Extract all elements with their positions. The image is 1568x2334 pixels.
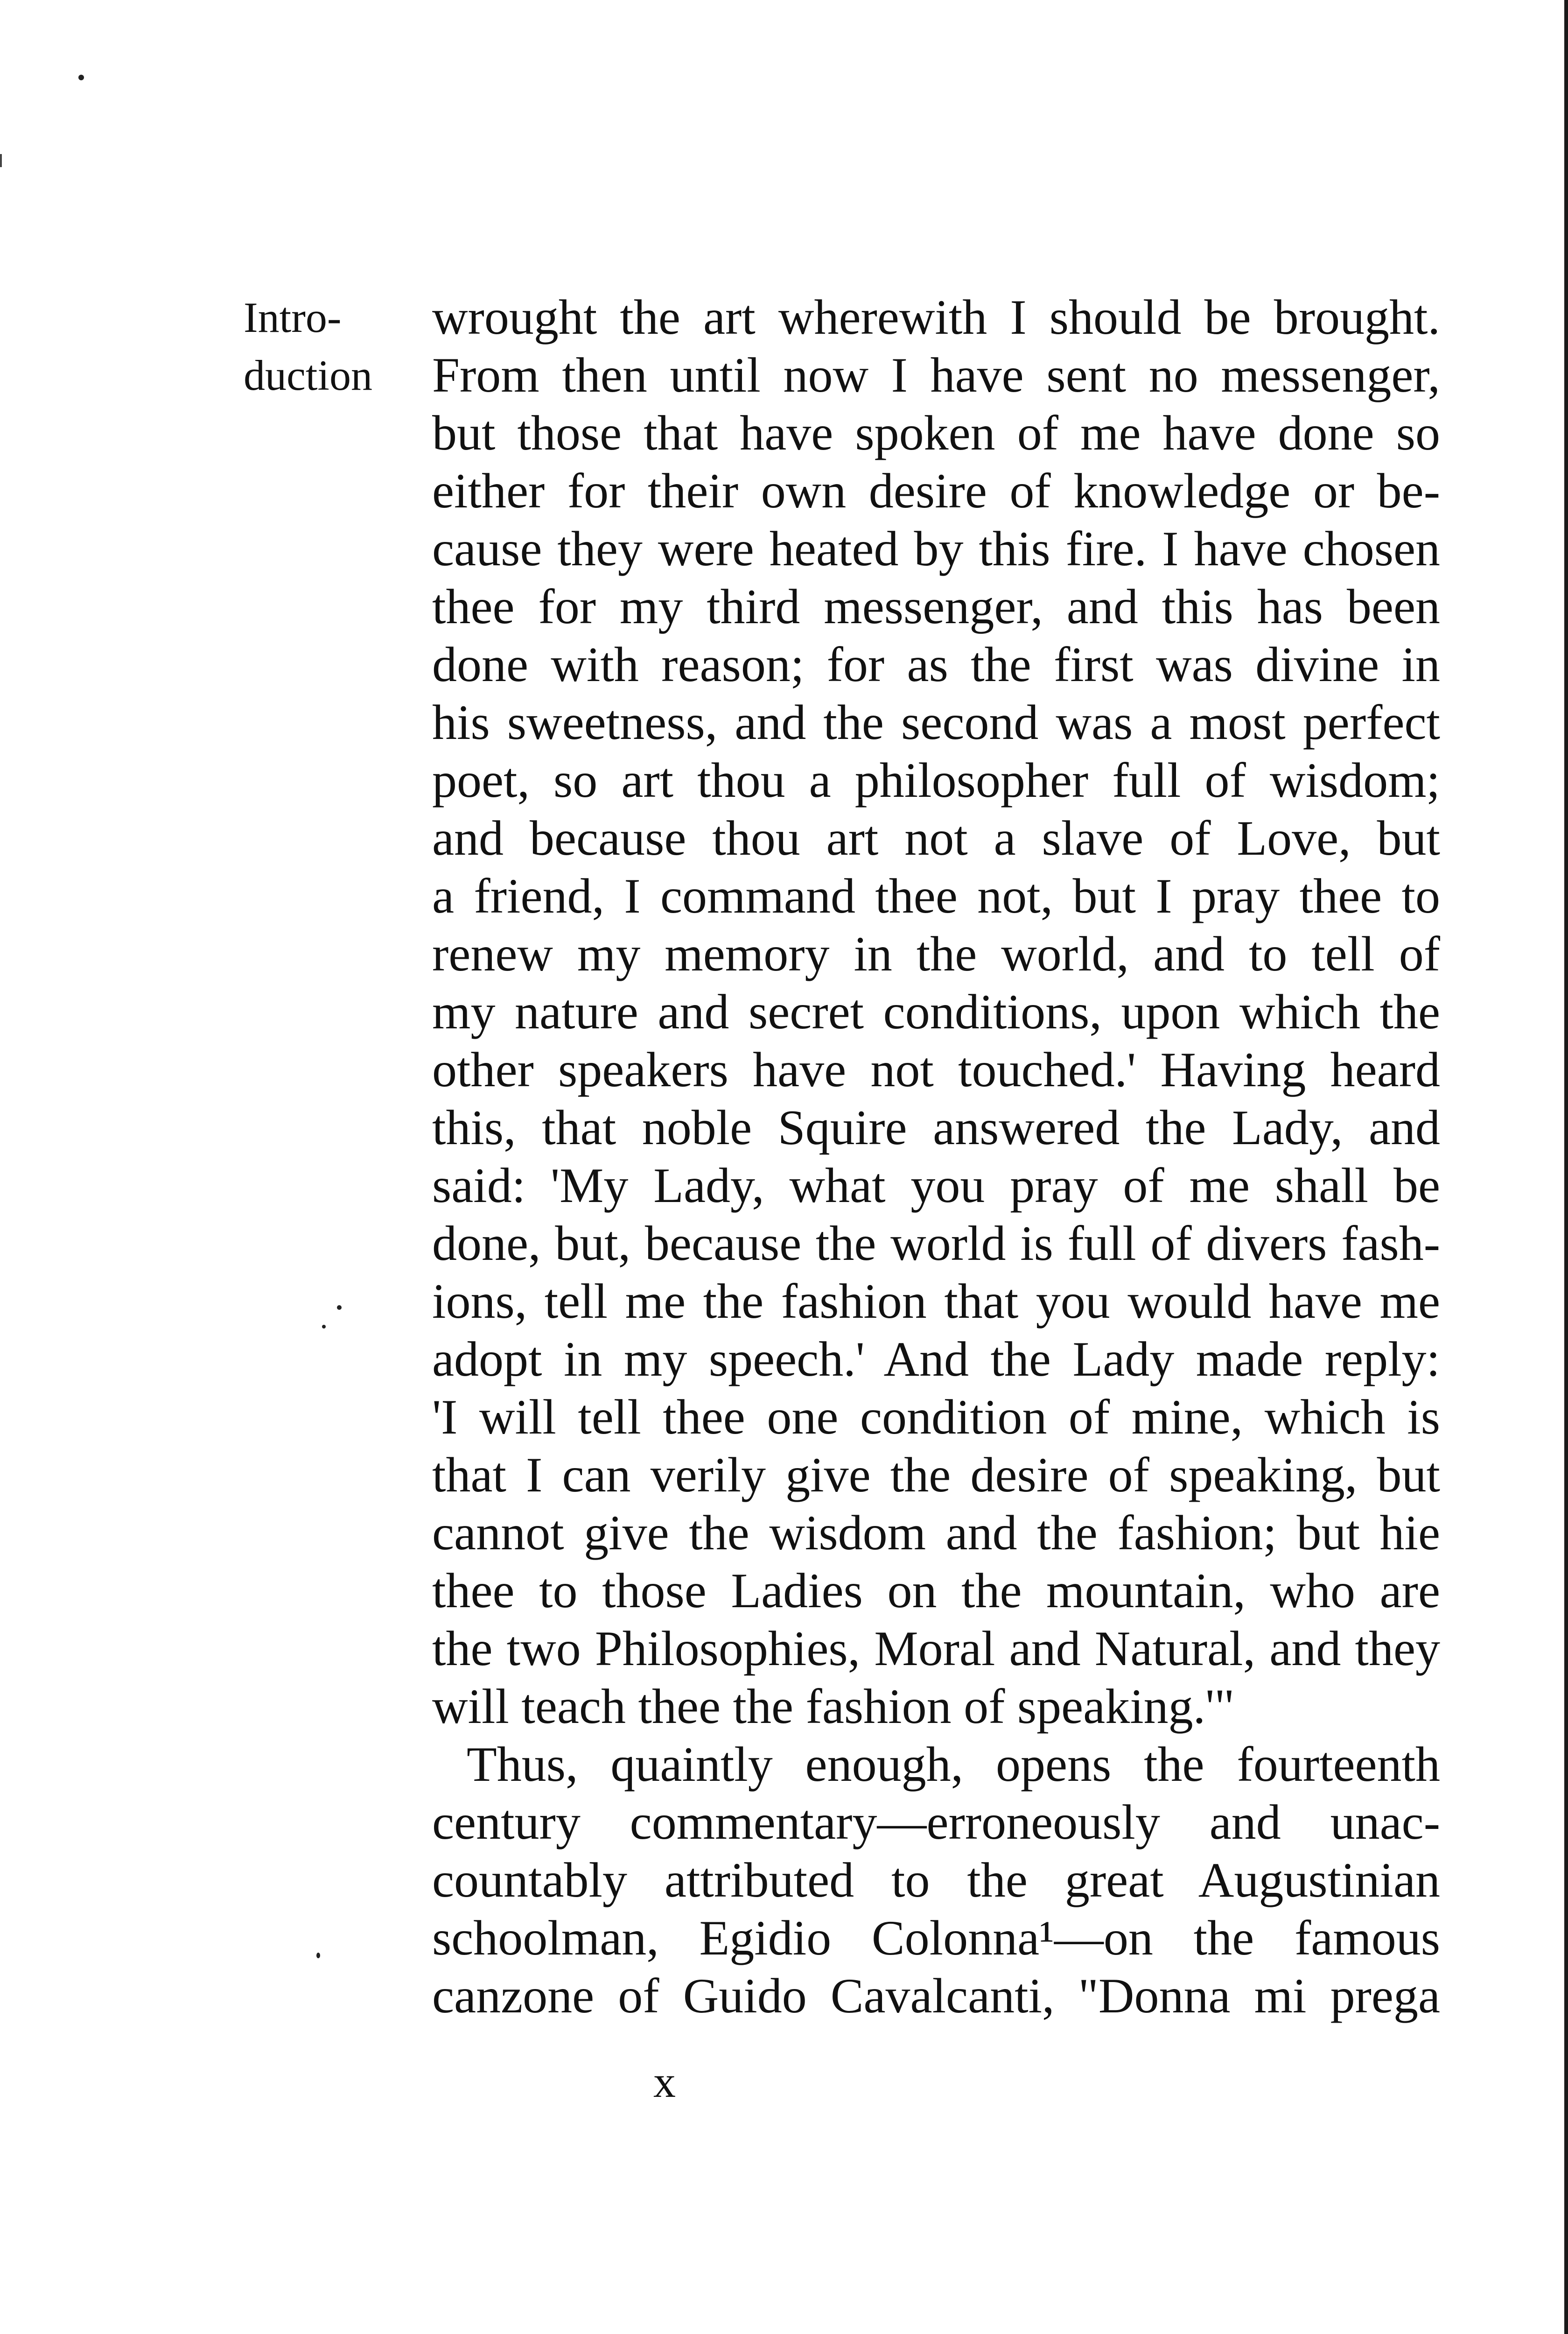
text-line: but those that have spoken of me have done so [432,406,1440,460]
page-edge-shadow [1564,0,1568,2334]
text-line: his sweetness, and the second was a most perfect [432,695,1440,750]
text-line: thee for my third messenger, and this has been [432,579,1440,634]
text-line: From then until now I have sent no messenger, [432,348,1440,402]
scan-edge-mark [0,154,2,167]
text-line: thee to those Ladies on the mountain, who are [432,1563,1440,1618]
body-text [432,288,1440,2025]
text-line: will teach thee the fashion of speaking.'" [432,1679,1235,1734]
text-line: cannot give the wisdom and the fashion; but hie [432,1505,1440,1560]
text-line: my nature and secret conditions, upon which the [432,984,1440,1039]
margin-heading-line: duction [244,352,372,399]
scan-speck [78,75,84,80]
text-line: a friend, I command thee not, but I pray thee to [432,869,1440,923]
text-line: the two Philosophies, Moral and Natural, and they [432,1621,1440,1676]
text-line: countably attributed to the great Augustinian [432,1853,1440,1907]
text-line: ions, tell me the fashion that you would have me [432,1274,1440,1329]
text-line: other speakers have not touched.' Having heard [432,1042,1440,1097]
text-line: adopt in my speech.' And the Lady made reply: [432,1332,1440,1386]
text-line: canzone of Guido Cavalcanti, "Donna mi prega [432,1968,1440,2023]
text-line: schoolman, Egidio Colonna¹—on the famous [432,1911,1440,1965]
text-line: this, that noble Squire answered the Lady, and [432,1100,1440,1155]
scan-speck [316,1953,320,1958]
scan-speck [322,1325,326,1329]
scan-speck [337,1305,342,1310]
text-line: either for their own desire of knowledge or be- [432,464,1440,518]
text-line: said: 'My Lady, what you pray of me shall be [432,1158,1440,1213]
text-line: cause they were heated by this fire. I have chosen [432,521,1440,576]
text-line: century commentary—erroneously and unac- [432,1795,1440,1849]
text-line: Thus, quaintly enough, opens the fourteenth [467,1737,1440,1792]
margin-heading [244,288,412,404]
text-line: wrought the art wherewith I should be brought. [432,290,1440,344]
text-line: poet, so art thou a philosopher full of wisdom; [432,753,1440,808]
text-line: 'I will tell thee one condition of mine, which is [432,1390,1440,1444]
text-line: that I can verily give the desire of speaking, but [432,1448,1440,1502]
page-number: x [653,2057,676,2107]
margin-heading-line: Intro- [244,294,342,341]
text-line: and because thou art not a slave of Love, but [432,811,1440,865]
text-line: done with reason; for as the first was divine in [432,637,1440,692]
text-line: done, but, because the world is full of divers fash- [432,1216,1440,1271]
text-line: renew my memory in the world, and to tell of [432,927,1440,981]
